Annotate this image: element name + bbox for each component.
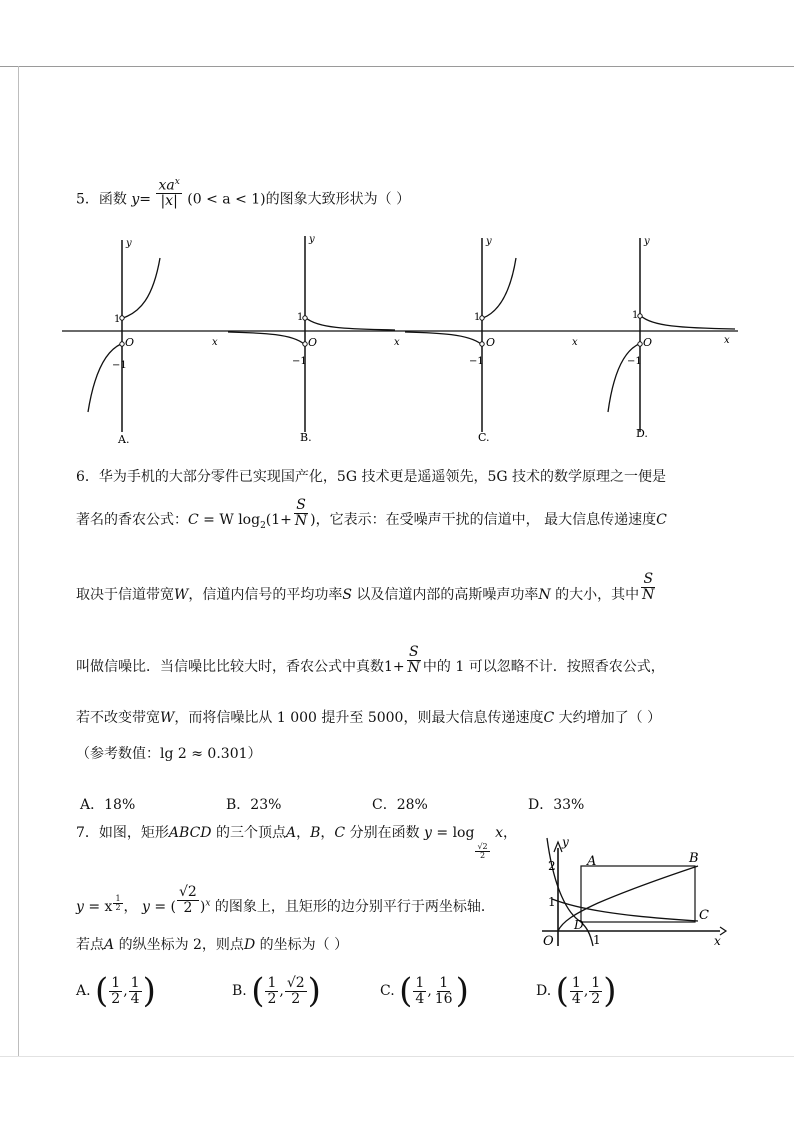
graph-c-y-label: y xyxy=(486,236,492,247)
q7-power-exponent: $\frac{1}{2}$ xyxy=(115,894,121,913)
graph-b xyxy=(228,234,400,444)
graph-b-label: B. xyxy=(300,431,312,444)
q7-rectangle-abcd xyxy=(581,866,695,922)
graph-d xyxy=(608,236,735,440)
graph-d-origin: O xyxy=(643,336,653,349)
q7-label-a: A xyxy=(587,854,597,869)
page-bottom-rule xyxy=(0,1056,794,1057)
graph-d-curve-left xyxy=(608,344,639,412)
graph-c-label: C. xyxy=(478,431,490,444)
q7-line-1: 7．如图，矩形ABCD 的三个顶点A，B，C 分别在函数 y = log $\frac{√2}{2}$ x， xyxy=(76,825,517,861)
graph-a-hole-top xyxy=(120,316,124,320)
q6-snr-fraction-2: $\frac{S}{N}$ xyxy=(642,571,655,603)
q6-reference: （参考数值：lg 2 ≈ 0.301） xyxy=(76,746,262,762)
graph-a-hole-bottom xyxy=(120,342,124,346)
graph-b-curve-right xyxy=(306,318,395,330)
graph-c-tick-neg1: −1 xyxy=(469,356,484,367)
graph-b-y-label: y xyxy=(309,234,315,245)
graph-b-hole-top xyxy=(303,316,307,320)
q6-line-1: 6．华为手机的大部分零件已实现国产化，5G 技术更是遥遥领先，5G 技术的数学原理之一便是 xyxy=(76,469,666,485)
q7-tick-x1: 1 xyxy=(593,933,601,947)
graph-c-curve-right xyxy=(483,258,516,318)
graph-c-curve-left xyxy=(405,332,481,344)
graph-b-origin: O xyxy=(308,336,318,349)
q5-fraction: $\frac{xa^x}{|x|}$ xyxy=(158,177,180,210)
q6-option-c[interactable]: C．28% xyxy=(372,797,428,813)
graph-a-tick-neg1: −1 xyxy=(112,360,127,371)
graph-c-hole-bottom xyxy=(480,342,484,346)
q7-tick-2: 2 xyxy=(548,859,556,873)
graph-d-x-label: x xyxy=(724,335,730,346)
q6-line-2: 著名的香农公式：C = W $\log_2(1+$ $\frac{S}{N}$ )，它表示：在受噪声干扰的信道中， 最大信息传递速度C xyxy=(76,497,667,531)
graph-d-hole-top xyxy=(638,314,642,318)
graph-a-origin: O xyxy=(125,336,135,349)
graph-d-curve-right xyxy=(641,316,735,329)
graph-b-tick-1: 1 xyxy=(297,312,304,323)
q7-option-b[interactable]: B. ( $\frac{1}{2}$ , $\frac{√2}{2}$ ) xyxy=(232,971,321,1011)
q7-x-label: x xyxy=(714,934,721,948)
q6-line-5: 若不改变带宽W，而将信噪比从 1 000 提升至 5000，则最大信息传递速度C 大约增加了（ ） xyxy=(76,710,662,726)
graph-d-label: D. xyxy=(636,427,648,440)
q6-snr-fraction-3: $\frac{S}{N}$ xyxy=(407,644,420,676)
q7-label-d: D xyxy=(574,918,584,932)
q7-option-d[interactable]: D. ( $\frac{1}{4}$ , $\frac{1}{2}$ ) xyxy=(536,971,617,1011)
q5-stem: 5．函数 y= $\frac{xa^x}{|x|}$ (0 < a < 1)的图象大致形状为（ ） xyxy=(76,177,411,210)
q6-option-a[interactable]: A．18% xyxy=(80,797,136,813)
graph-a-y-label: y xyxy=(126,238,132,249)
graph-c-x-label: x xyxy=(572,337,578,348)
q7-log-base: $\frac{√2}{2}$ xyxy=(477,842,488,861)
graph-c xyxy=(405,236,578,444)
q7-x-arrow xyxy=(720,927,726,935)
graph-d-tick-1: 1 xyxy=(632,310,639,321)
q6-line-4: 叫做信噪比．当信噪比比较大时，香农公式中真数1+ $\frac{S}{N}$ 中的 1 可以忽略不计．按照香农公式， xyxy=(76,644,665,676)
graph-a-label: A. xyxy=(118,433,130,446)
q7-option-c[interactable]: C. ( $\frac{1}{4}$ , $\frac{1}{16}$ ) xyxy=(380,971,469,1011)
graph-a-tick-1: 1 xyxy=(114,314,121,325)
q5-graphs xyxy=(0,0,794,460)
graph-c-origin: O xyxy=(486,336,496,349)
graph-d-y-label: y xyxy=(644,236,650,247)
q7-origin: O xyxy=(543,934,554,949)
graph-a-curve-left xyxy=(88,344,121,412)
graph-c-hole-top xyxy=(480,316,484,320)
q7-figure xyxy=(538,828,728,953)
q7-exp-base: $\frac{√2}{2}$ xyxy=(179,883,197,916)
graph-b-x-label: x xyxy=(394,337,400,348)
graph-b-hole-bottom xyxy=(303,342,307,346)
q7-label-c: C xyxy=(699,908,709,923)
graph-a xyxy=(88,238,218,446)
q6-snr-fraction-1: $\frac{S}{N}$ xyxy=(294,497,308,529)
graph-b-tick-neg1: −1 xyxy=(292,356,307,367)
q7-line-2: y = x $\frac{1}{2}$ ， y = ( $\frac{√2}{2}$ )$^x$ 的图象上，且矩形的边分别平行于两坐标轴． xyxy=(76,883,495,916)
graph-b-curve-left xyxy=(228,332,304,344)
graph-a-curve-right xyxy=(123,258,160,318)
q6-line-3: 取决于信道带宽W，信道内信号的平均功率S 以及信道内部的高斯噪声功率N 的大小，其中 $\frac{S}{N}$ xyxy=(76,571,655,604)
q7-y-label: y xyxy=(562,835,569,849)
q6-option-b[interactable]: B．23% xyxy=(226,797,282,813)
q7-line-3: 若点A 的纵坐标为 2，则点D 的坐标为（ ） xyxy=(76,937,349,953)
q7-label-b: B xyxy=(689,851,699,866)
graph-d-hole-bottom xyxy=(638,342,642,346)
graph-d-tick-neg1: −1 xyxy=(627,356,642,367)
graph-c-tick-1: 1 xyxy=(474,312,481,323)
graph-a-x-label: x xyxy=(212,337,218,348)
q7-tick-1: 1 xyxy=(548,895,556,909)
q6-option-d[interactable]: D．33% xyxy=(528,797,585,813)
q7-option-a[interactable]: A. ( $\frac{1}{2}$ , $\frac{1}{4}$ ) xyxy=(76,971,156,1011)
